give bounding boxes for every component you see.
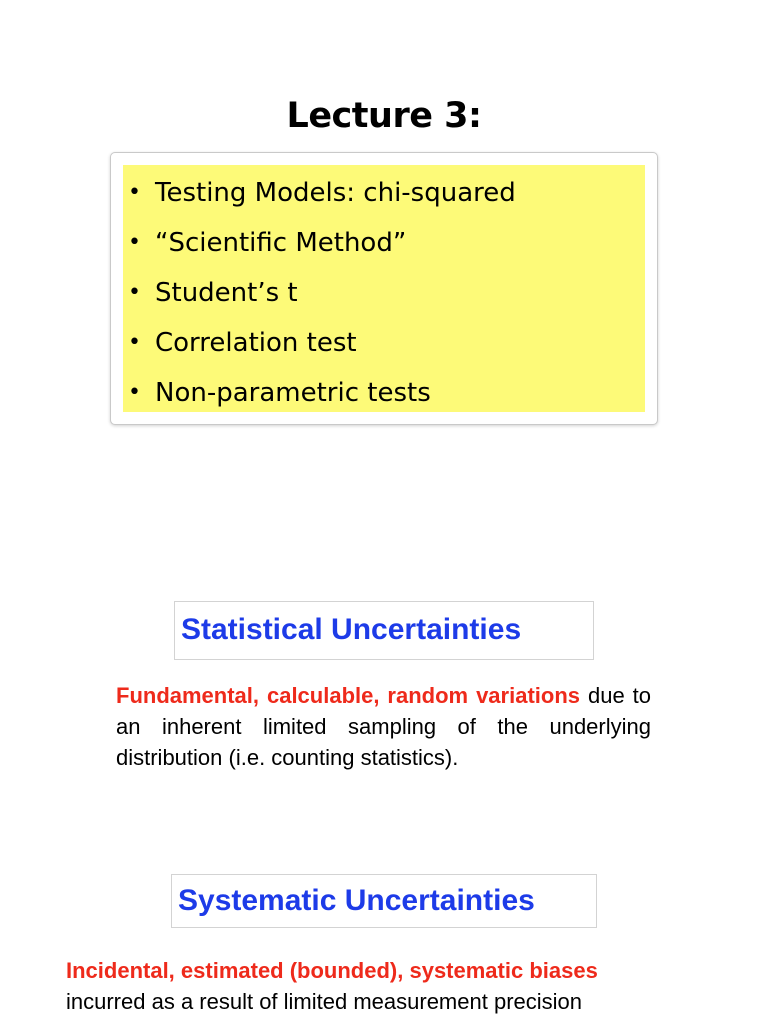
bullet-icon: •: [128, 380, 141, 405]
statistical-lead: Fundamental, calculable, random variations: [116, 683, 580, 708]
statistical-uncertainties-text: [116, 680, 651, 773]
bullet-icon: •: [128, 330, 141, 355]
systematic-lead: Incidental, estimated (bounded), systematic biases: [66, 958, 598, 983]
topics-list: [123, 168, 645, 418]
topic-label: “Scientific Method”: [155, 228, 407, 258]
bullet-icon: •: [128, 180, 141, 205]
topic-label: Correlation test: [155, 328, 357, 358]
page-title: Lecture 3:: [286, 96, 482, 136]
systematic-uncertainties-text: [66, 955, 706, 1017]
bullet-icon: •: [128, 230, 141, 255]
statistical-description: due to an inherent limited sampling of the underlying distribution (i.e. counting statistics).: [116, 683, 651, 770]
list-item: [123, 368, 645, 418]
bullet-icon: •: [128, 280, 141, 305]
list-item: [123, 168, 645, 218]
topic-label: Student’s t: [155, 278, 298, 308]
topics-box: [110, 152, 658, 425]
statistical-uncertainties-heading: Statistical Uncertainties: [174, 601, 594, 660]
list-item: [123, 318, 645, 368]
systematic-uncertainties-heading: Systematic Uncertainties: [171, 874, 597, 928]
topics-highlight: [123, 165, 645, 412]
topic-label: Testing Models: chi-squared: [155, 178, 516, 208]
systematic-description: incurred as a result of limited measurement precision: [66, 989, 583, 1014]
list-item: [123, 268, 645, 318]
topic-label: Non-parametric tests: [155, 378, 431, 408]
list-item: [123, 218, 645, 268]
